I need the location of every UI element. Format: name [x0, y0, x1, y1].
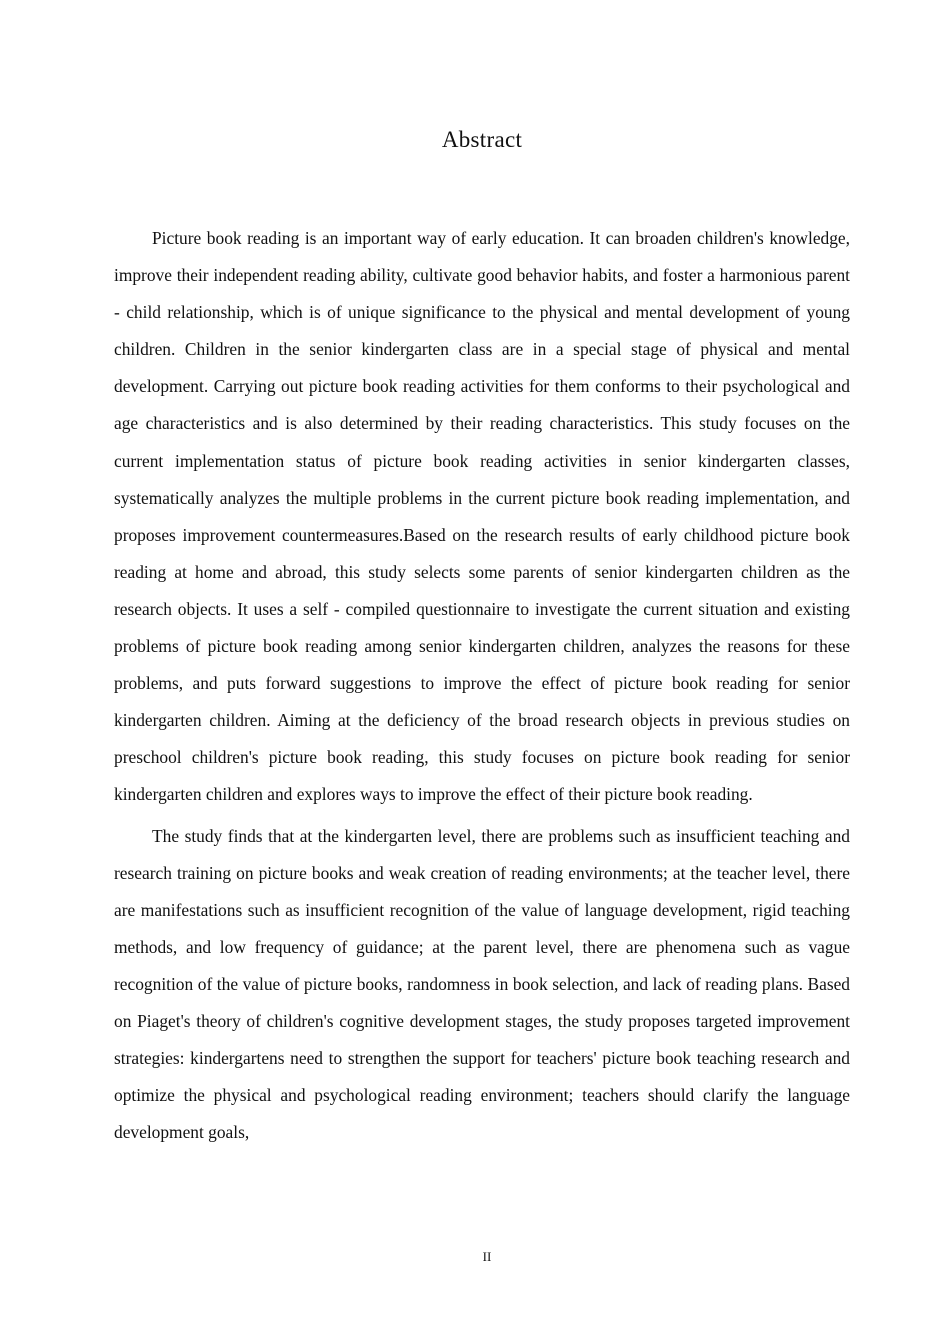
abstract-title: Abstract — [441, 127, 523, 152]
abstract-body — [114, 220, 850, 1151]
abstract-paragraph-2: The study finds that at the kindergarten level, there are problems such as insufficient teaching and research training on picture books and weak creation of reading environments; at the teacher level, there are manifestations such as insufficient recognition of the value of language development, rigid teaching methods, and low frequency of guidance; at the parent level, there are phenomena such as vague recognition of the value of picture books, randomness in book selection, and lack of reading plans. Based on Piaget's theory of children's cognitive development stages, the study proposes targeted improvement strategies: kindergartens need to strengthen the support for teachers' picture book teaching research and optimize the physical and psychological reading environment; teachers should clarify the language development goals, — [114, 825, 850, 1143]
page-number: II — [482, 1249, 492, 1264]
abstract-paragraph-1: Picture book reading is an important way of early education. It can broaden children's knowledge, improve their independent reading ability, cultivate good behavior habits, and foster a harmonious parent - child relationship, which is of unique significance to the physical and mental development of young children. Children in the senior kindergarten class are in a special stage of physical and mental development. Carrying out picture book reading activities for them conforms to their psychological and age characteristics and is also determined by their reading characteristics. This study focuses on the current implementation status of picture book reading activities in senior kindergarten classes, systematically analyzes the multiple problems in the current picture book reading implementation, and proposes improvement countermeasures.Based on the research results of early childhood picture book reading at home and abroad, this study selects some parents of senior kindergarten children as the research objects. It uses a self - compiled questionnaire to investigate the current situation and existing problems of picture book reading among senior kindergarten children, analyzes the reasons for these problems, and puts forward suggestions to improve the effect of picture book reading for senior kindergarten children. Aiming at the deficiency of the broad research objects in previous studies on preschool children's picture book reading, this study focuses on picture book reading for senior kindergarten children and explores ways to improve the effect of their picture book reading. — [114, 228, 850, 805]
